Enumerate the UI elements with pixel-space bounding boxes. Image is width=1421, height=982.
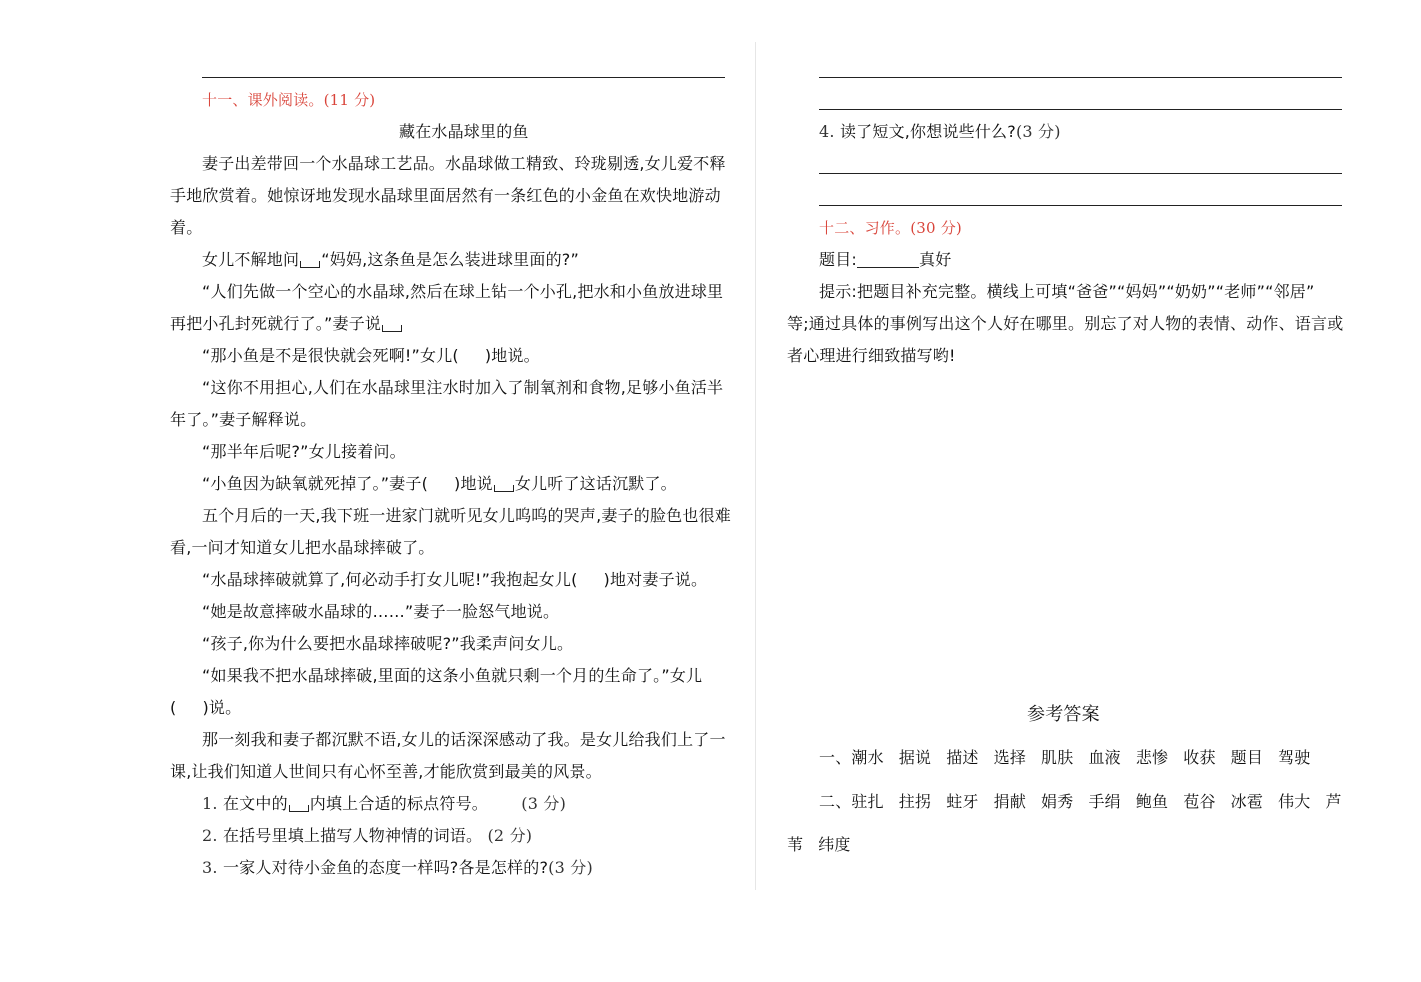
answer-word: 潮水 (851, 748, 884, 767)
question-score: (3 分) (548, 858, 593, 877)
answer-part-label: 二、 (819, 792, 852, 811)
punctuation-blank-box[interactable] (382, 325, 402, 332)
topic-label: 题目: (819, 250, 857, 269)
question-number: 2. (202, 826, 218, 845)
answer-line[interactable] (819, 109, 1342, 110)
paragraph-line (202, 346, 540, 366)
answer-word: 据说 (898, 748, 932, 767)
answer-word: 肌肤 (1041, 748, 1074, 767)
answer-word: 蛀牙 (946, 792, 979, 811)
paragraph-line: 年了。”妻子解释说。 (170, 410, 317, 429)
text-segment: “水晶球摔破就算了,何必动手打女儿呢!”我抱起女儿( (202, 570, 578, 589)
question-text: 在文中的 (222, 794, 288, 813)
answer-word: 题目 (1230, 748, 1264, 767)
question-1 (202, 794, 566, 814)
answer-word: 选择 (993, 748, 1027, 767)
paragraph-line (170, 314, 403, 334)
column-divider (755, 42, 756, 890)
article-title: 藏在水晶球里的鱼 (399, 122, 529, 141)
text-segment: )地对妻子说。 (603, 570, 708, 589)
text-segment: “妈妈,这条鱼是怎么装进球里面的?” (321, 250, 579, 269)
paragraph-line: “她是故意摔破水晶球的……”妻子一脸怒气地说。 (202, 602, 560, 621)
question-number: 3. (202, 858, 218, 877)
question-4 (819, 122, 1061, 142)
answer-line[interactable] (819, 77, 1342, 78)
answer-word: 芦 (1325, 792, 1342, 811)
answer-word: 苞谷 (1183, 792, 1216, 811)
question-3 (202, 858, 593, 878)
hint-line: 提示:把题目补充完整。横线上可填“爸爸”“妈妈”“奶奶”“老师”“邻居” (819, 282, 1315, 301)
question-text: 一家人对待小金鱼的态度一样吗?各是怎样的? (222, 858, 549, 877)
punctuation-blank-box[interactable] (494, 485, 514, 492)
answer-word: 苇 (787, 835, 804, 854)
paragraph-line: “人们先做一个空心的水晶球,然后在球上钻一个小孔,把水和小鱼放进球里 (202, 282, 724, 301)
text-segment: “小鱼因为缺氧就死掉了。”妻子( (202, 474, 429, 493)
answer-line[interactable] (819, 205, 1342, 206)
text-segment: )地说。 (484, 346, 540, 365)
answer-word: 鲍鱼 (1135, 792, 1169, 811)
paragraph-line: “这你不用担心,人们在水晶球里注水时加入了制氧剂和食物,足够小鱼活半 (202, 378, 724, 397)
text-segment: “那小鱼是不是很快就会死啊!”女儿( (202, 346, 459, 365)
answers-part-1 (819, 748, 1325, 768)
question-2 (202, 826, 532, 846)
paragraph-line (170, 698, 241, 718)
paragraph-line: 那一刻我和妻子都沉默不语,女儿的话深深感动了我。是女儿给我们上了一 (202, 730, 726, 749)
answer-word: 驻扎 (851, 792, 884, 811)
blank-box-symbol (289, 805, 309, 812)
answer-word: 娟秀 (1041, 792, 1074, 811)
answers-title: 参考答案 (1027, 704, 1100, 725)
paragraph-line: 妻子出差带回一个水晶球工艺品。水晶球做工精致、玲珑剔透,女儿爱不释 (202, 154, 726, 173)
answer-word: 捐献 (993, 792, 1027, 811)
answer-line (202, 77, 725, 78)
paragraph-line: 着。 (170, 218, 203, 237)
question-text: 内填上合适的标点符号。 (309, 794, 488, 813)
answer-word: 收获 (1183, 748, 1216, 767)
answer-word: 伟大 (1278, 792, 1311, 811)
paragraph-line: “那半年后呢?”女儿接着问。 (202, 442, 406, 461)
paragraph-line: “孩子,你为什么要把水晶球摔破呢?”我柔声问女儿。 (202, 634, 574, 653)
paragraph-line (202, 474, 677, 494)
answer-word: 冰雹 (1230, 792, 1264, 811)
question-score: (3 分) (521, 794, 567, 813)
composition-topic (819, 250, 951, 270)
answer-word: 描述 (946, 748, 979, 767)
answer-word: 悲惨 (1135, 748, 1169, 767)
answer-word: 驾驶 (1278, 748, 1311, 767)
question-number: 4. (819, 122, 835, 141)
answer-word: 血液 (1088, 748, 1121, 767)
question-score: (2 分) (487, 826, 533, 845)
paragraph-line: 看,一问才知道女儿把水晶球摔破了。 (170, 538, 435, 557)
question-text: 在括号里填上描写人物神情的词语。 (222, 826, 483, 845)
section-heading-reading: 十一、课外阅读。(11 分) (202, 91, 376, 109)
paragraph-line: 五个月后的一天,我下班一进家门就听见女儿呜呜的哭声,妻子的脸色也很难 (202, 506, 731, 525)
answers-part-2-cont (787, 835, 866, 855)
text-segment: )说。 (202, 698, 242, 717)
section-heading-composition: 十二、习作。(30 分) (819, 219, 962, 237)
answer-word: 手绢 (1088, 792, 1121, 811)
paragraph-line: 手地欣赏着。她惊讶地发现水晶球里面居然有一条红色的小金鱼在欢快地游动 (170, 186, 721, 205)
hint-line: 等;通过具体的事例写出这个人好在哪里。别忘了对人物的表情、动作、语言或 (787, 314, 1344, 333)
paragraph-line (202, 570, 707, 590)
hint-line: 者心理进行细致描写哟! (787, 346, 956, 365)
paragraph-line: “如果我不把水晶球摔破,里面的这条小鱼就只剩一个月的生命了。”女儿 (202, 666, 703, 685)
text-segment: ( (170, 698, 177, 717)
topic-suffix: 真好 (919, 250, 952, 269)
answer-word: 拄拐 (898, 792, 932, 811)
answer-part-label: 一、 (819, 748, 852, 767)
paragraph-line (202, 250, 579, 270)
question-number: 1. (202, 794, 218, 813)
question-score: (3 分) (1015, 122, 1061, 141)
text-segment: 女儿听了这话沉默了。 (514, 474, 677, 493)
answer-line[interactable] (819, 173, 1342, 174)
answer-word: 纬度 (818, 835, 851, 854)
text-segment: 再把小孔封死就行了。”妻子说 (170, 314, 382, 333)
question-text: 读了短文,你想说些什么? (839, 122, 1016, 141)
text-segment: 女儿不解地问 (202, 250, 300, 269)
paragraph-line: 课,让我们知道人世间只有心怀至善,才能欣赏到最美的风景。 (170, 762, 602, 781)
topic-blank[interactable] (857, 251, 919, 268)
punctuation-blank-box[interactable] (300, 261, 320, 268)
text-segment: )地说 (454, 474, 493, 493)
answers-part-2 (819, 792, 1342, 812)
